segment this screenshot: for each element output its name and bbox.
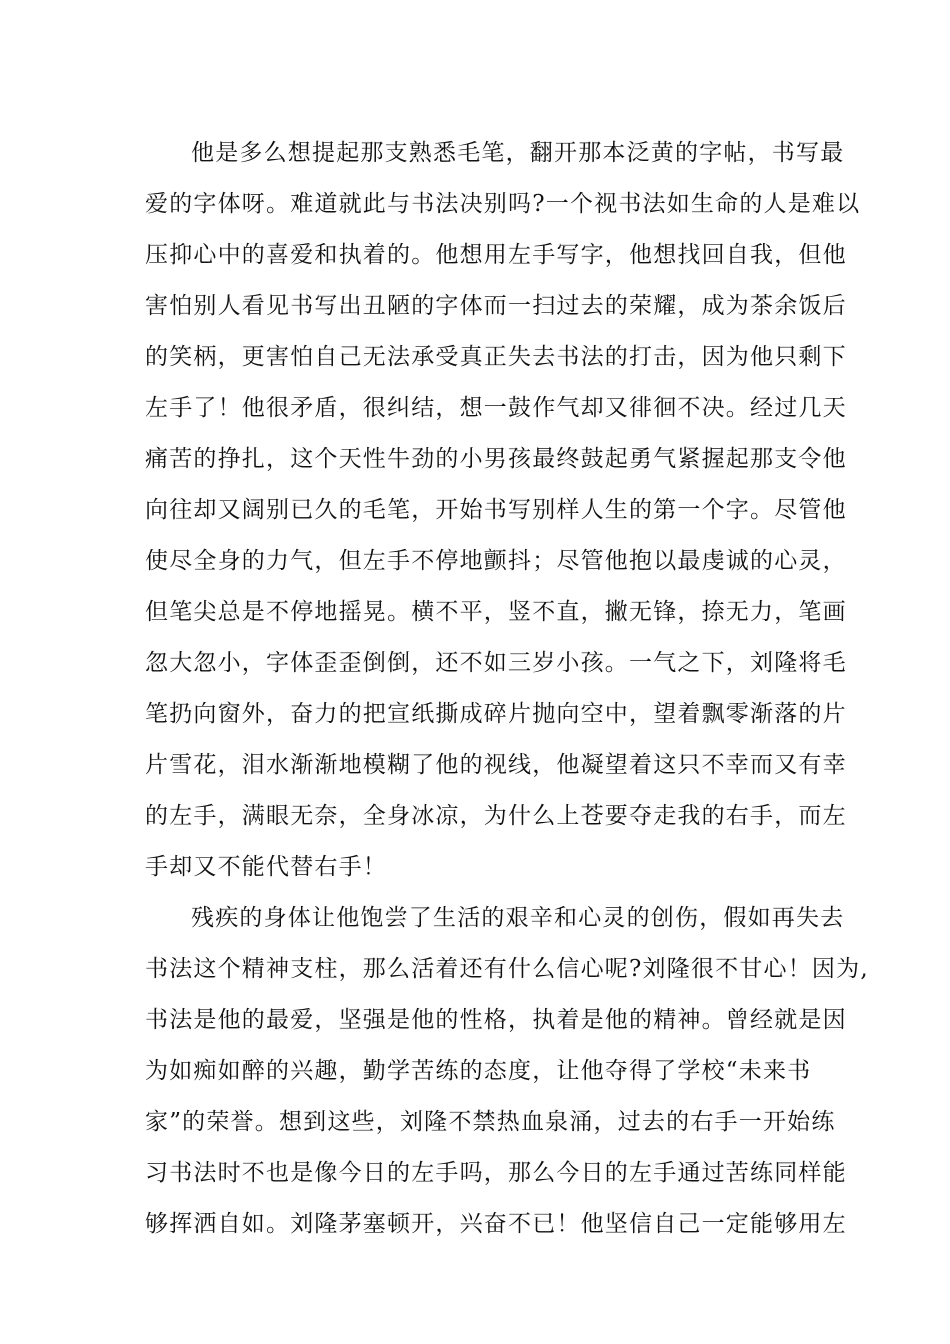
text-line: 家”的荣誉。想到这些，刘隆不禁热血泉涌，过去的右手一开始练	[145, 1109, 836, 1135]
text-line: 向往却又阔别已久的毛笔，开始书写别样人生的第一个字。尽管他	[145, 497, 847, 523]
text-line: 害怕别人看见书写出丑陋的字体而一扫过去的荣耀，成为茶余饭后	[145, 293, 847, 319]
text-line: 残疾的身体让他饱尝了生活的艰辛和心灵的创伤，假如再失去	[191, 905, 845, 931]
text-line: 书法是他的最爱，坚强是他的性格，执着是他的精神。曾经就是因	[145, 1007, 847, 1033]
text-line: 为如痴如醉的兴趣，勤学苦练的态度，让他夺得了学校“未来书	[145, 1058, 812, 1084]
text-line: 忽大忽小，字体歪歪倒倒，还不如三岁小孩。一气之下，刘隆将毛	[145, 650, 847, 676]
text-line: 压抑心中的喜爱和执着的。他想用左手写字，他想找回自我，但他	[145, 242, 847, 268]
text-line: 片雪花，泪水渐渐地模糊了他的视线，他凝望着这只不幸而又有幸	[145, 752, 847, 778]
text-line: 笔扔向窗外，奋力的把宣纸撕成碎片抛向空中，望着飘零渐落的片	[145, 701, 847, 727]
text-line: 痛苦的挣扎，这个天性牛劲的小男孩最终鼓起勇气紧握起那支令他	[145, 446, 847, 472]
text-line: 但笔尖总是不停地摇晃。横不平，竖不直，撇无锋，捺无力，笔画	[145, 599, 847, 625]
text-line: 他是多么想提起那支熟悉毛笔，翻开那本泛黄的字帖，书写最	[191, 140, 845, 166]
text-line: 的笑柄，更害怕自己无法承受真正失去书法的打击，因为他只剩下	[145, 344, 847, 370]
text-line: 够挥洒自如。刘隆茅塞顿开，兴奋不已！他坚信自己一定能够用左	[145, 1211, 847, 1237]
text-line: 左手了！他很矛盾，很纠结，想一鼓作气却又徘徊不决。经过几天	[145, 395, 847, 421]
text-line: 的左手，满眼无奈，全身冰凉，为什么上苍要夺走我的右手，而左	[145, 803, 847, 829]
text-line: 爱的字体呀。难道就此与书法决别吗?一个视书法如生命的人是难以	[145, 191, 861, 217]
text-line: 习书法时不也是像今日的左手吗，那么今日的左手通过苦练同样能	[145, 1160, 847, 1186]
text-line: 使尽全身的力气，但左手不停地颤抖；尽管他抱以最虔诚的心灵，	[145, 548, 847, 574]
text-line: 手却又不能代替右手！	[145, 854, 387, 880]
text-line: 书法这个精神支柱，那么活着还有什么信心呢?刘隆很不甘心！因为,	[145, 956, 869, 982]
